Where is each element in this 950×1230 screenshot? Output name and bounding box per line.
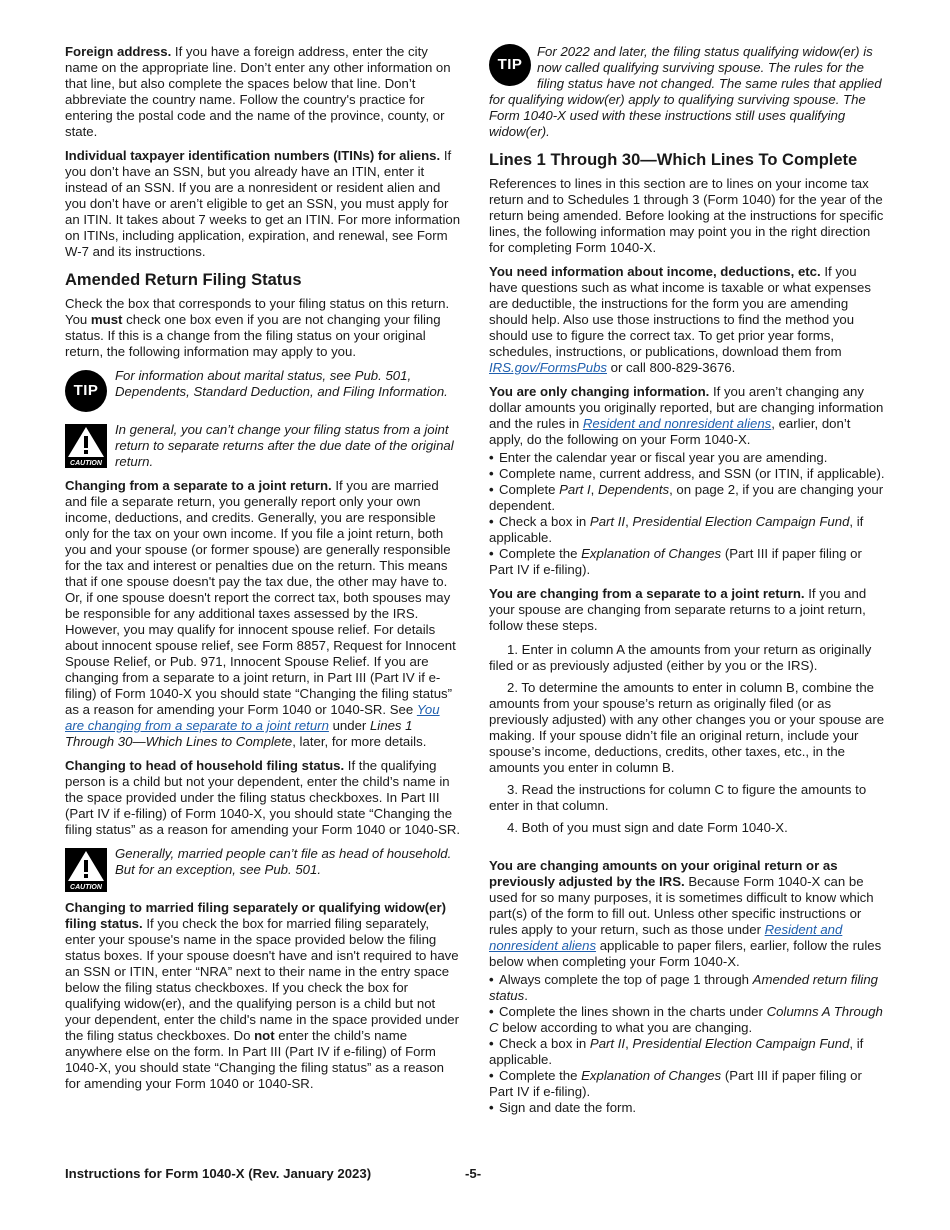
- irs-forms-pubs-link[interactable]: IRS.gov/FormsPubs: [489, 360, 607, 375]
- tip-note-marital-status: [65, 368, 461, 414]
- need-information-text: If you have questions such as what income is taxable or what expenses are deductible, the instructions for the form you are amending should help. Also use those instructions to find the method you should use to figure the correct tax. To get prior year forms, schedules, instructions, or publications, download them from: [489, 264, 871, 359]
- head-of-household-text: If the qualifying person is a child but not your dependent, enter the child’s name in the space provided under the filing status checkboxes. In Part III (Part IV if e-filing) of Form 1040-X, you should state “Changing the filing status” as a reason for amending your Form 1040 or 1040-SR.: [65, 758, 461, 837]
- caution-icon: [65, 424, 107, 468]
- caution-icon-graphic: [65, 424, 107, 468]
- only-changing-info-end: , earlier, don’t apply, do the following on your Form 1040-X.: [489, 416, 851, 447]
- caution-note-head-of-household: [65, 846, 461, 892]
- which-lines-intro: References to lines in this section are to lines on your income tax return and to Schedules 1 through 3 (Form 1040) for the year of the return being amended. Before looking at the instructions for specific lines, the following information may point you in the right direction for completing Form 1040-X.: [489, 176, 884, 255]
- foreign-address-lead: Foreign address.: [65, 44, 172, 59]
- step-item: 4. Both of you must sign and date Form 1040-X.: [507, 820, 788, 835]
- caution-note-text: In general, you can’t change your filing status from a joint return to separate returns after the due date of the original return.: [115, 422, 454, 469]
- separate-to-joint-lead: Changing from a separate to a joint return.: [65, 478, 332, 493]
- step-item: 1. Enter in column A the amounts from your return as originally filed or as previously adjusted (either by you or the IRS).: [489, 642, 872, 673]
- separate-to-joint-mid: under: [328, 718, 370, 733]
- list-item: • Always complete the top of page 1 through Amended return filing status.: [489, 972, 879, 1003]
- intro-must: must: [90, 312, 123, 327]
- itin-lead: Individual taxpayer identification numbers (ITINs) for aliens.: [65, 148, 441, 163]
- need-information-lead: You need information about income, deductions, etc.: [489, 264, 821, 279]
- list-item: • Complete the Explanation of Changes (Part III if paper filing or Part IV if e-filing).: [489, 1068, 862, 1099]
- resident-aliens-link[interactable]: Resident and nonresident aliens: [489, 922, 843, 953]
- changing-amounts-text: Because Form 1040-X can be used for so many purposes, it is sometimes difficult to know which part(s) of the form to fill out. Unless other specific instructions or rules apply to your return, such as those under: [489, 874, 874, 937]
- step-item: 3. Read the instructions for column C to figure the amounts to enter in that column.: [489, 782, 867, 813]
- foreign-address-text: If you have a foreign address, enter the city name on the appropriate line. Don’t enter any other information on that line, but also complete the spaces below that line. Don’t abbreviate the country name. Follow the country's practice for entering the postal code and the name of the province, county, or state.: [65, 44, 451, 139]
- mfs-text: If you check the box for married filing separately, enter your spouse's name in the space provided below the filing status boxes. If your spouse doesn't have and isn't required to have an SSN or ITIN, enter “NRA” next to their name in the entry space below the filing status checkboxes. If you check the box for qualifying widow(er), and the qualifying person is a child but not your dependent, enter the child's name in the space provided under the filing status checkboxes. Do: [65, 916, 460, 1043]
- sep-joint-steps-lead: You are changing from a separate to a joint return.: [489, 586, 805, 601]
- info-bullet-list: [489, 450, 885, 578]
- separate-to-joint-end: , later, for more details.: [292, 734, 427, 749]
- only-changing-info-text: If you aren’t changing any dollar amounts you originally reported, but are changing information and the rules in: [489, 384, 884, 431]
- foreign-address-paragraph: [65, 44, 461, 140]
- list-item: • Sign and date the form.: [489, 1100, 637, 1115]
- sep-joint-steps-text: If you and your spouse are changing from separate returns to a joint return, follow these steps.: [489, 586, 867, 633]
- page-number: -5-: [465, 1166, 482, 1181]
- list-item: • Complete the Explanation of Changes (Part III if paper filing or Part IV if e-filing).: [489, 546, 862, 577]
- mfs-not: not: [254, 1028, 275, 1043]
- caution-note-text: Generally, married people can’t file as head of household. But for an exception, see Pub. 501.: [115, 846, 452, 877]
- changing-amounts-end: applicable to paper filers, earlier, follow the rules below when completing your Form 1040-X.: [489, 938, 882, 969]
- caution-icon-label: CAUTION: [70, 460, 102, 467]
- caution-icon-graphic: [65, 848, 107, 892]
- separate-to-joint-ref: Lines 1 Through 30—Which Lines to Complete: [65, 718, 413, 749]
- list-item: • Check a box in Part II, Presidential Election Campaign Fund, if applicable.: [489, 1036, 864, 1067]
- tip-icon: [65, 370, 107, 412]
- amount-bullet-list: [489, 972, 885, 1116]
- tip-icon-label: TIP: [65, 370, 107, 412]
- tip-note-qualifying-widow: [489, 44, 885, 140]
- step-item: 2. To determine the amounts to enter in column B, combine the amounts from your spouse’s return as originally filed (or as previously adjusted) with any other changes you or your spouse are making. If your spouse didn’t file an original return, include your spouse’s income, deductions, credits, other taxes, etc., in the amounts you enter in column B.: [489, 680, 885, 775]
- list-item: • Complete Part I, Dependents, on page 2, if you are changing your dependent.: [489, 482, 884, 513]
- list-item: • Enter the calendar year or fiscal year you are amending.: [489, 450, 828, 465]
- tip-icon-label: TIP: [489, 44, 531, 86]
- changing-amounts-lead: You are changing amounts on your original return or as previously adjusted by the IRS.: [489, 858, 838, 889]
- tip-icon: [489, 44, 531, 86]
- intro-text-c: check one box even if you are not changing your filing status. If this is a change from the filing status on your original return, the following information may apply to you.: [65, 312, 441, 359]
- caution-icon-label: CAUTION: [70, 884, 102, 891]
- only-changing-info-lead: You are only changing information.: [489, 384, 710, 399]
- resident-aliens-link[interactable]: Resident and nonresident aliens: [582, 416, 772, 431]
- caution-icon: [65, 848, 107, 892]
- married-filing-separately-paragraph: [65, 900, 461, 1092]
- head-of-household-lead: Changing to head of household filing status.: [65, 758, 345, 773]
- need-information-paragraph: [489, 264, 885, 376]
- separate-to-joint-steps-intro: [489, 586, 885, 634]
- separate-to-joint-text: If you are married and file a separate return, you generally report only your own income, deductions, and credits. Generally, you are responsible only for the tax on your own income. If you file a joint return, both you and your spouse (or former spouse) are generally responsible for the tax and interest or penalties due on the return. This means that if one spouse doesn't pay the tax due, the other may have to. Or, if one spouse doesn't report the correct tax, both spouses may be responsible for any additional taxes assessed by the IRS. However, you may qualify for innocent spouse relief. For details about innocent spouse relief, see Form 8857, Request for Innocent Spouse Relief, or Pub. 971, Innocent Spouse Relief. If you are changing from a separate to a joint return, in Part III (Part IV if e-filing) of Form 1040-X you should state “Changing the filing status” as a reason for amending your Form 1040 or 1040-SR. See: [65, 478, 456, 717]
- tip-note-text: For 2022 and later, the filing status qualifying widow(er) is now called qualifying surviving spouse. The rules for the filing status have not changed. The same rules that applied for qualifying widow(er) apply to qualifying surviving spouse. The Form 1040-X used with these instructions still uses qualifying widow(er).: [489, 44, 882, 139]
- itin-text: If you don’t have an SSN, but you already have an ITIN, enter it instead of an SSN. If you are a nonresident or resident alien and you don’t have or aren’t eligible to get an SSN, you must apply for an ITIN. It takes about 7 weeks to get an ITIN. For more information on ITINs, including application, expiration, and renewal, see Form W-7 and its instructions.: [65, 148, 461, 259]
- head-of-household-paragraph: [65, 758, 461, 838]
- only-changing-info-paragraph: [489, 384, 885, 448]
- itin-paragraph: [65, 148, 461, 260]
- tip-note-text: For information about marital status, see Pub. 501, Dependents, Standard Deduction, and Filing Information.: [115, 368, 448, 399]
- list-item: • Check a box in Part II, Presidential Election Campaign Fund, if applicable.: [489, 514, 864, 545]
- list-item: • Complete name, current address, and SSN (or ITIN, if applicable).: [489, 466, 885, 481]
- mfs-lead: Changing to married filing separately or qualifying widow(er) filing status.: [65, 900, 447, 931]
- separate-to-joint-link[interactable]: You are changing from a separate to a joint return: [65, 702, 440, 733]
- list-item: • Complete the lines shown in the charts under Columns A Through C below according to what you are changing.: [489, 1004, 883, 1035]
- mfs-end: enter the child’s name anywhere else on the form. In Part III (Part IV if e-filing) of Form 1040-X, you should state “Changing the filing status” as a reason for amending your Form 1040 or 1040-SR.: [65, 1028, 445, 1091]
- caution-note-joint-return: [65, 422, 461, 470]
- amended-filing-status-heading: Amended Return Filing Status: [65, 271, 302, 289]
- intro-text-a: Check the box that corresponds to your filing status on this return. You: [65, 296, 450, 327]
- which-lines-heading: Lines 1 Through 30—Which Lines To Complete: [489, 151, 858, 169]
- filing-status-intro: [65, 296, 461, 360]
- right-column: [489, 44, 885, 1124]
- left-column: [65, 44, 461, 1100]
- separate-to-joint-paragraph: [65, 478, 461, 750]
- need-information-end: or call 800-829-3676.: [607, 360, 736, 375]
- page-footer: [65, 1166, 885, 1181]
- changing-amounts-paragraph: [489, 858, 885, 970]
- footer-title: Instructions for Form 1040-X (Rev. January 2023): [65, 1166, 372, 1181]
